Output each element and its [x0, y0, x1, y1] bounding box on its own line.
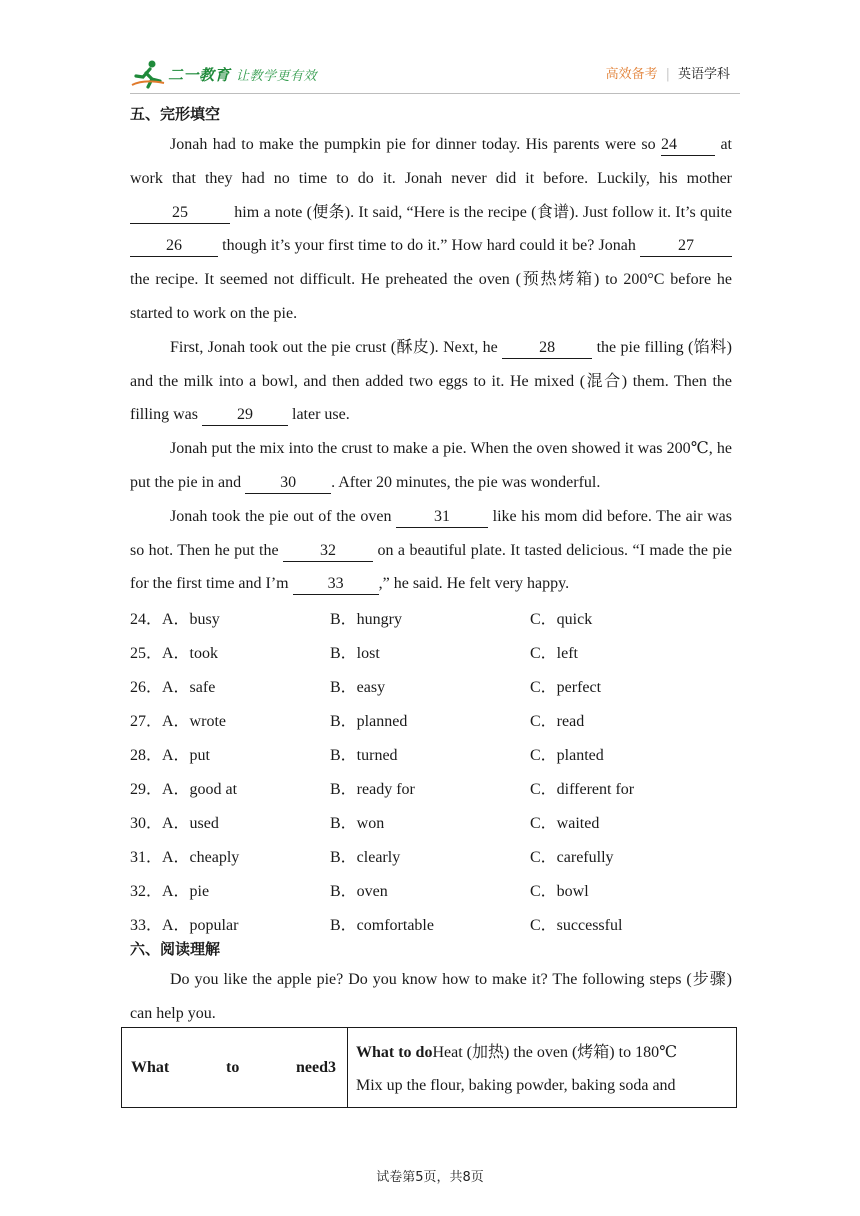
text: Jonah put the mix into the crust to make a pie. When the oven showed it was 200℃, he put the pie in and [130, 440, 732, 491]
option-row [130, 773, 732, 807]
text: the pie filling (馅料) and the milk into a bowl, and then added two eggs to it. He mixed (混合) them. Then the filling was [130, 338, 732, 424]
table-cell-what-to-do [356, 1036, 730, 1102]
logo-runner-icon [130, 59, 166, 91]
blank-25: 25 [130, 203, 230, 224]
blank-31: 31 [396, 507, 488, 528]
text: . After 20 minutes, the pie was wonderful. [331, 473, 601, 491]
header-subject-name: 英语学科 [677, 67, 730, 82]
option-a: 33．A．popular [130, 917, 239, 935]
table-header-what-to-do: What to do [356, 1044, 433, 1061]
option-c: C．bowl [530, 883, 589, 901]
cloze-paragraph-4 [130, 500, 732, 601]
page-content [130, 100, 732, 1031]
text: the recipe. It seemed not difficult. He preheated the oven (预热烤箱) to 200°C before he started to work on the pie. [130, 271, 732, 322]
option-b: B．planned [330, 713, 408, 731]
option-b: B．turned [330, 747, 398, 765]
page-footer: 试卷第5页，共8页 [376, 1170, 484, 1185]
option-c: C．perfect [530, 679, 602, 697]
logo-name: 二一教育 [168, 66, 231, 84]
options-list [130, 603, 732, 943]
blank-27: 27 [640, 236, 732, 257]
cloze-paragraph-3 [130, 432, 732, 500]
logo-slogan: 让教学更有效 [236, 69, 318, 84]
option-b: B．easy [330, 679, 386, 697]
option-row [130, 671, 732, 705]
text: him a note (便条). It said, “Here is the recipe (食谱). Just follow it. It’s quite [230, 203, 732, 221]
table-header-word: to [226, 1059, 240, 1076]
option-row [130, 739, 732, 773]
header-tag: 高效备考 [605, 67, 658, 82]
blank-29: 29 [202, 405, 288, 426]
option-b: B．ready for [330, 781, 415, 799]
header-subject [606, 63, 730, 82]
text: First, Jonah took out the pie crust (酥皮). Next, he [170, 338, 503, 356]
option-row [130, 637, 732, 671]
recipe-table [121, 1027, 737, 1108]
option-b: B．clearly [330, 849, 401, 867]
option-a: 32．A．pie [130, 883, 210, 901]
option-a: 28．A．put [130, 747, 211, 765]
cloze-paragraph-2 [130, 331, 732, 432]
table-cell-what-to-need [122, 1028, 348, 1107]
header-divider [130, 93, 740, 94]
option-row [130, 807, 732, 841]
option-a: 27．A．wrote [130, 713, 226, 731]
option-c: C．quick [530, 611, 593, 629]
blank-33: 33 [293, 574, 379, 595]
option-c: C．left [530, 645, 578, 663]
text: Jonah took the pie out of the oven [170, 507, 397, 525]
option-c: C．different for [530, 781, 635, 799]
option-b: B．comfortable [330, 917, 434, 935]
section-title-cloze: 五、完形填空 [130, 105, 221, 123]
option-row [130, 841, 732, 875]
table-header-word: What [131, 1059, 170, 1076]
option-c: C．read [530, 713, 585, 731]
option-c: C．planted [530, 747, 604, 765]
option-a: 30．A．used [130, 815, 219, 833]
cloze-paragraph-1 [130, 128, 732, 331]
table-step-text: Mix up the flour, baking powder, baking soda and [356, 1077, 676, 1094]
option-row [130, 909, 732, 943]
option-c: C．successful [530, 917, 623, 935]
section-title-reading: 六、阅读理解 [130, 940, 221, 959]
text: like his mom did before. The air was so hot. Then he put the [130, 507, 732, 559]
blank-32: 32 [283, 541, 373, 562]
text: Jonah had to make the pumpkin pie for dinner today. His parents were so [170, 136, 662, 153]
text: later use. [288, 406, 350, 424]
text: ,” he said. He felt very happy. [378, 575, 570, 593]
logo-text [168, 64, 317, 85]
option-c: C．carefully [530, 849, 614, 867]
option-a: 29．A．good at [130, 781, 238, 799]
option-b: B．oven [330, 883, 388, 901]
option-a: 24．A．busy [130, 611, 220, 629]
option-b: B．won [330, 815, 385, 833]
option-a: 26．A．safe [130, 679, 216, 697]
page-header [130, 55, 740, 95]
option-a: 25．A．took [130, 645, 219, 663]
option-b: B．lost [330, 645, 380, 663]
header-separator: | [665, 67, 670, 82]
text: though it’s your first time to do it.” How hard could it be? Jonah [218, 237, 640, 255]
blank-26: 26 [130, 236, 218, 257]
option-row [130, 705, 732, 739]
blank-30: 30 [245, 473, 331, 494]
table-line [356, 1036, 730, 1069]
option-row [130, 603, 732, 637]
option-c: C．waited [530, 815, 600, 833]
option-b: B．hungry [330, 611, 403, 629]
text: at work that they had no time to do it. Jonah never did it before. Luckily, his mother [130, 136, 733, 187]
text: on a beautiful plate. It tasted delicious. “I made the pie for the first time and I’m [130, 541, 732, 593]
blank-24: 24 [661, 135, 715, 156]
table-header-word: need3 [296, 1059, 336, 1076]
option-row [130, 875, 732, 909]
reading-intro: Do you like the apple pie? Do you know how to make it? The following steps (步骤) can help you. [130, 971, 732, 1022]
blank-28: 28 [502, 338, 592, 359]
option-a: 31．A．cheaply [130, 849, 240, 867]
table-step-text: Heat (加热) the oven (烤箱) to 180℃ [432, 1044, 677, 1061]
